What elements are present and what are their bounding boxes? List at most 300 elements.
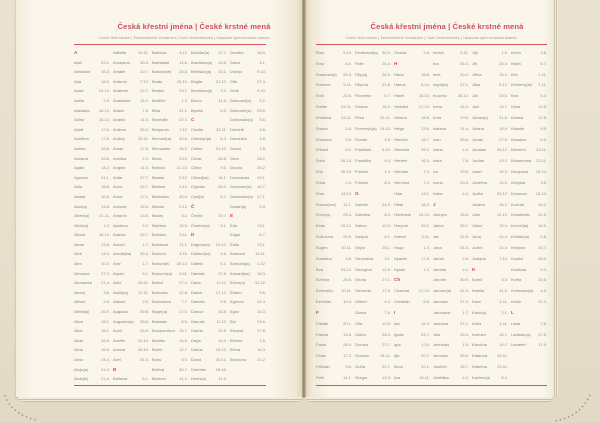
first-name: Flóra xyxy=(355,114,365,120)
name-day-date: 6.4. xyxy=(220,136,227,142)
name-day-date: 17.1. xyxy=(140,193,149,199)
name-day-date: 3.2. xyxy=(181,213,188,219)
section-letter: L xyxy=(511,309,514,315)
name-day-date: 10.1. xyxy=(218,69,227,75)
name-entry xyxy=(152,240,188,250)
name-entry xyxy=(511,135,547,146)
first-name: Edmond xyxy=(230,251,245,257)
name-day-date: 11.12. xyxy=(216,318,227,324)
name-entry xyxy=(152,374,188,384)
first-name: Diviš xyxy=(230,88,239,94)
name-entry xyxy=(511,189,547,200)
name-entry xyxy=(230,202,266,212)
name-entry xyxy=(230,77,266,87)
name-day-date: 12.3. xyxy=(382,374,391,380)
name-day-date: 16.4. xyxy=(460,104,469,110)
name-entry xyxy=(511,221,547,232)
first-name: Dalibor(ka) xyxy=(191,251,211,257)
name-day-date: 5.10. xyxy=(343,50,352,55)
name-entry xyxy=(355,275,391,286)
first-name: Erik xyxy=(316,169,323,175)
name-day-date: 21.8. xyxy=(499,114,508,120)
first-name: Kamila xyxy=(472,288,485,294)
name-day-date: 23.11. xyxy=(536,147,547,153)
name-day-date: 26.8. xyxy=(218,155,227,161)
name-entry xyxy=(316,254,352,265)
name-day-date: 22.9. xyxy=(218,328,227,334)
first-name: Amadeus xyxy=(113,59,130,65)
first-name: Jasmína xyxy=(433,320,449,326)
first-name: Bohuslav xyxy=(152,289,169,295)
first-name: Havel xyxy=(394,93,405,99)
name-day-date: 19.4. xyxy=(460,331,469,337)
first-name: Ernest(ína) xyxy=(316,201,336,207)
first-name: Felix xyxy=(316,374,325,380)
name-entry xyxy=(355,156,391,167)
first-name: Hanuš xyxy=(394,82,406,88)
first-name: Heřman xyxy=(394,169,409,175)
name-entry xyxy=(511,102,547,113)
name-day-date: 3.3. xyxy=(501,277,508,283)
first-name: Galina xyxy=(355,223,367,229)
first-name: Hugo xyxy=(394,244,404,250)
first-name: Jarolím xyxy=(433,277,447,283)
name-day-date: 16.10. xyxy=(418,93,430,99)
name-day-date: 24.6. xyxy=(460,234,469,240)
name-entry xyxy=(316,156,352,167)
name-day-date: 15.1. xyxy=(101,328,110,334)
name-day-date: 12.11. xyxy=(138,289,149,295)
first-name: Danuše xyxy=(191,318,205,324)
first-name: Axel xyxy=(113,357,121,362)
name-entry xyxy=(230,48,266,58)
name-entry xyxy=(152,48,188,58)
first-name: Hermína xyxy=(394,179,410,185)
name-entry xyxy=(316,135,352,146)
first-name: Koloman xyxy=(511,190,527,196)
first-name: Jakub xyxy=(433,223,444,229)
name-entry xyxy=(472,70,508,81)
name-entry xyxy=(191,269,227,279)
first-name: Jordán xyxy=(472,158,485,164)
name-day-date: 22.11. xyxy=(216,126,227,132)
name-entry xyxy=(113,182,149,192)
name-day-date: 10.5. xyxy=(179,222,188,228)
name-entry xyxy=(74,278,110,288)
first-name: Evžen(ie) xyxy=(316,288,333,294)
name-day-date: 26.5. xyxy=(101,337,110,343)
first-name: Gilbert xyxy=(355,299,367,305)
first-name: Jan xyxy=(433,234,440,240)
name-entry xyxy=(191,96,227,106)
name-entry xyxy=(316,265,352,276)
name-day-date: 11.12. xyxy=(216,280,227,286)
first-name: Judita xyxy=(472,190,483,196)
name-day-date: 24.6. xyxy=(257,318,266,324)
name-entry xyxy=(433,189,469,200)
first-name: Arnošt(ka) xyxy=(113,251,132,257)
first-name: Damián xyxy=(191,270,205,276)
name-day-date: 26.10. xyxy=(340,158,352,164)
name-entry xyxy=(113,115,149,125)
first-name: Celestýn(a) xyxy=(191,136,212,142)
name-day-date: 17.10. xyxy=(418,104,430,110)
name-entry xyxy=(316,340,352,351)
name-entry xyxy=(472,91,508,102)
first-name: Doubravka xyxy=(230,174,250,180)
first-name: Josef xyxy=(472,169,482,175)
page-right-edges xyxy=(553,0,558,398)
first-name: Čestmír(a) xyxy=(191,222,210,228)
first-name: Benjamín xyxy=(152,126,169,132)
name-day-date: 4.10. xyxy=(382,147,391,153)
first-name: Angela xyxy=(113,165,126,171)
name-day-date: 30.4. xyxy=(179,193,188,199)
name-day-date: 5.9. xyxy=(181,357,188,362)
name-entry xyxy=(74,106,110,116)
first-name: Adelaida xyxy=(74,107,90,113)
name-entry xyxy=(316,286,352,297)
name-day-date: 16.3. xyxy=(101,69,110,75)
name-entry xyxy=(113,77,149,87)
first-name: Celina xyxy=(191,145,203,151)
first-name: Boris xyxy=(152,357,162,362)
name-day-date: 4.12. xyxy=(179,50,188,55)
name-day-date: 4.8. xyxy=(259,136,266,142)
name-entry xyxy=(511,232,547,243)
name-day-date: 2.8. xyxy=(423,50,430,55)
name-entry xyxy=(433,102,469,113)
name-day-date: 21.2. xyxy=(257,357,266,362)
name-entry xyxy=(511,59,547,70)
first-name: Erika xyxy=(316,179,326,185)
name-entry xyxy=(511,48,547,59)
name-entry xyxy=(230,259,266,269)
name-entry xyxy=(355,59,391,70)
name-entry xyxy=(74,163,110,173)
name-day-date: 27.9. xyxy=(218,270,227,276)
name-day-date: 15.9. xyxy=(499,125,508,131)
first-name: Ingrid(a) xyxy=(433,82,448,88)
name-day-date: 19.7. xyxy=(218,213,227,219)
first-name: Alan(a) xyxy=(74,203,87,209)
name-day-date: 14.3. xyxy=(499,179,508,185)
name-day-date: 13.8. xyxy=(101,241,110,247)
name-column xyxy=(191,48,227,384)
name-entry xyxy=(511,297,547,308)
name-entry xyxy=(472,102,508,113)
first-name: Květoslav(a) xyxy=(511,288,534,294)
name-entry xyxy=(74,288,110,298)
first-name: Alena xyxy=(74,241,85,247)
first-name: Ada xyxy=(74,78,82,84)
name-entry xyxy=(152,144,188,154)
first-name: Augusta xyxy=(113,309,128,315)
name-entry xyxy=(74,173,110,183)
name-entry xyxy=(230,192,266,202)
first-name: Eusebius xyxy=(316,255,333,261)
name-entry xyxy=(74,211,110,221)
name-day-date: 27.2. xyxy=(101,270,110,276)
name-entry xyxy=(355,340,391,351)
first-name: Daniela xyxy=(191,299,205,305)
name-day-date: 13.5. xyxy=(343,331,352,337)
name-day-date: 25.3. xyxy=(382,331,391,337)
name-entry xyxy=(433,265,469,276)
name-entry xyxy=(152,345,188,355)
name-entry xyxy=(113,317,149,327)
first-name: Jeremiáš xyxy=(433,342,450,348)
first-name: Evelína xyxy=(316,277,330,283)
name-entry xyxy=(316,210,352,221)
name-entry xyxy=(472,145,508,156)
first-name: Gašpar xyxy=(355,234,369,240)
name-day-date: 13.4. xyxy=(101,251,110,257)
name-day-date: 5.2. xyxy=(259,97,266,103)
name-entry xyxy=(511,91,547,102)
name-entry xyxy=(511,200,547,211)
name-entry xyxy=(230,67,266,77)
name-entry xyxy=(191,355,227,365)
name-day-date: 12.1. xyxy=(343,201,352,207)
name-entry xyxy=(113,154,149,164)
first-name: Drahoslav(a) xyxy=(230,193,253,199)
name-entry xyxy=(113,288,149,298)
name-entry xyxy=(433,221,469,232)
name-entry xyxy=(230,326,266,336)
first-name: Beáta xyxy=(152,78,163,84)
name-day-date: 4.8. xyxy=(259,126,266,132)
first-name: Bojan(a) xyxy=(152,309,168,315)
name-day-date: 27.9. xyxy=(499,136,508,142)
name-entry xyxy=(511,319,547,330)
first-name: Ivona xyxy=(433,179,443,185)
first-name: Bianka xyxy=(152,174,165,180)
name-entry xyxy=(152,317,188,327)
first-name: Ema xyxy=(316,60,325,66)
name-day-date: 24.7. xyxy=(538,244,547,250)
name-day-date: 14.7. xyxy=(499,342,508,348)
name-entry xyxy=(152,96,188,106)
name-day-date: 13.2. xyxy=(499,158,508,164)
first-name: Jarmil xyxy=(433,255,444,261)
name-entry xyxy=(394,319,430,330)
name-day-date: 11.3. xyxy=(140,165,149,171)
first-name: Filipína xyxy=(355,82,368,88)
name-entry xyxy=(113,307,149,317)
first-name: Jiřina xyxy=(472,71,482,77)
name-day-date: 16.1. xyxy=(218,174,227,180)
name-day-date: 9.6. xyxy=(345,364,352,370)
section-letter: K xyxy=(472,266,476,272)
name-day-date: 11.2. xyxy=(179,376,188,382)
name-day-date: 15.7. xyxy=(179,328,188,334)
first-name: Adriána xyxy=(74,155,88,161)
name-entry xyxy=(433,243,469,254)
name-day-date: 5.5. xyxy=(540,136,547,142)
first-name: Jaroslav xyxy=(433,299,448,305)
name-day-date: 21.8. xyxy=(382,82,391,88)
name-day-date: 13.1. xyxy=(421,190,430,196)
name-entry xyxy=(191,86,227,96)
name-day-date: 26.7. xyxy=(140,184,149,190)
first-name: Adrián xyxy=(74,145,86,151)
name-entry xyxy=(472,297,508,308)
name-day-date: 23.11. xyxy=(536,158,547,164)
name-day-date: 25.9. xyxy=(343,234,352,240)
name-entry xyxy=(74,221,110,231)
name-entry xyxy=(511,124,547,135)
name-entry xyxy=(355,221,391,232)
name-day-date: 25.10. xyxy=(176,78,188,84)
name-day-date: 16.11. xyxy=(255,251,266,257)
name-day-date: 24.11. xyxy=(341,104,352,110)
name-entry xyxy=(433,330,469,341)
name-entry xyxy=(191,259,227,269)
name-day-date: 18.9. xyxy=(538,255,547,261)
first-name: Alexej xyxy=(74,289,85,295)
first-name: Ilona xyxy=(394,364,403,370)
name-day-date: 6.1. xyxy=(142,376,149,382)
name-day-date: 10.5. xyxy=(499,93,508,99)
first-name: Abrahám xyxy=(74,69,91,75)
section-letter: G xyxy=(355,190,359,196)
first-name: Čeněk xyxy=(191,213,203,219)
first-name: Abel xyxy=(74,59,83,65)
first-name: Joel xyxy=(472,104,480,110)
name-entry xyxy=(394,340,430,351)
first-name: Helena xyxy=(394,114,407,120)
name-entry xyxy=(394,156,430,167)
name-day-date: 12.7. xyxy=(179,347,188,353)
first-name: Anabela xyxy=(113,88,128,94)
name-day-date: 9.6. xyxy=(259,289,266,295)
name-day-date: 2.8. xyxy=(345,255,352,261)
name-entry xyxy=(74,86,110,96)
name-entry xyxy=(113,86,149,96)
name-entry xyxy=(355,265,391,276)
name-day-date: 1.4. xyxy=(423,244,430,250)
name-column xyxy=(316,48,352,384)
name-day-date: 21.6. xyxy=(101,376,110,382)
name-day-date: 3.11. xyxy=(421,234,430,240)
name-entry xyxy=(230,336,266,346)
first-name: Ervín(a) xyxy=(316,212,331,218)
name-entry xyxy=(230,307,266,317)
name-day-date: 3.9. xyxy=(220,88,227,94)
section-letter: F xyxy=(316,309,319,315)
name-entry xyxy=(394,243,430,254)
name-entry xyxy=(316,351,352,362)
first-name: Bernard(a) xyxy=(152,136,172,142)
name-entry xyxy=(316,167,352,178)
name-entry xyxy=(394,330,430,341)
first-name: Ivan xyxy=(433,136,441,142)
name-entry xyxy=(316,91,352,102)
name-entry xyxy=(113,297,149,307)
name-entry xyxy=(113,144,149,154)
name-entry xyxy=(152,182,188,192)
name-day-date: 22.1. xyxy=(101,59,110,65)
name-day-date: 4.11. xyxy=(499,320,508,326)
first-name: Alžběta xyxy=(113,50,127,55)
right-name-columns xyxy=(316,48,547,384)
first-name: Gertruda xyxy=(355,288,371,294)
name-day-date: 12.9. xyxy=(382,266,391,272)
name-day-date: 8.7. xyxy=(259,232,266,238)
first-name: Kevin xyxy=(511,50,522,55)
first-name: Ivana xyxy=(433,147,443,153)
name-day-date: 25.9. xyxy=(140,328,149,334)
first-name: Gorazd xyxy=(355,342,369,348)
first-name: Dušan(a) xyxy=(230,203,247,209)
name-day-date: 27.1. xyxy=(460,82,469,88)
first-name: Kristýna xyxy=(511,244,526,250)
name-entry xyxy=(230,182,266,192)
name-day-date: 8.11. xyxy=(179,270,188,276)
name-entry xyxy=(113,374,149,384)
name-entry xyxy=(113,58,149,68)
name-day-date: 9.5. xyxy=(220,165,227,171)
name-day-date: 31.3. xyxy=(538,299,547,305)
name-entry xyxy=(74,144,110,154)
name-day-date: 24.5. xyxy=(460,244,469,250)
name-day-date: 17.9. xyxy=(538,342,547,348)
name-day-date: 26.9. xyxy=(218,184,227,190)
first-name: Elektra xyxy=(230,337,243,343)
section-letter: J xyxy=(433,201,436,207)
first-name: Jela xyxy=(433,331,441,337)
name-day-date: 13.10. xyxy=(340,190,352,196)
first-name: Alica xyxy=(74,318,83,324)
name-day-date: 5.7. xyxy=(384,93,391,99)
name-entry xyxy=(355,167,391,178)
first-name: Brigita xyxy=(191,78,203,84)
name-entry xyxy=(394,286,430,297)
name-day-date: 24.3. xyxy=(382,201,391,207)
first-name: Herbert xyxy=(394,158,408,164)
first-name: Agnesa xyxy=(74,174,88,180)
name-day-date: 17.5. xyxy=(140,145,149,151)
first-name: Bruno xyxy=(191,97,202,103)
name-entry xyxy=(113,278,149,288)
first-name: Dita xyxy=(230,78,238,84)
name-column xyxy=(472,48,508,384)
name-day-date: 24.4. xyxy=(257,299,266,305)
name-entry xyxy=(394,48,430,59)
name-entry xyxy=(74,249,110,259)
first-name: Alfons xyxy=(74,299,86,305)
first-name: Blažena xyxy=(152,222,167,228)
name-entry xyxy=(433,178,469,189)
first-name: Bronislav(a) xyxy=(191,88,213,94)
first-name: Blahoslav xyxy=(152,193,170,199)
name-column xyxy=(74,48,110,384)
name-day-date: 17.2. xyxy=(343,353,352,359)
name-entry xyxy=(191,345,227,355)
name-entry xyxy=(511,178,547,189)
name-entry xyxy=(152,336,188,346)
name-day-date: 16.10. xyxy=(137,347,149,353)
name-day-date: 2.8. xyxy=(103,299,110,305)
name-entry xyxy=(191,192,227,202)
name-entry xyxy=(191,134,227,144)
first-name: Irma xyxy=(433,114,441,120)
name-day-date: 30.12. xyxy=(215,357,227,362)
name-entry xyxy=(433,91,469,102)
name-day-date: 5.11. xyxy=(460,50,469,55)
name-entry xyxy=(472,124,508,135)
